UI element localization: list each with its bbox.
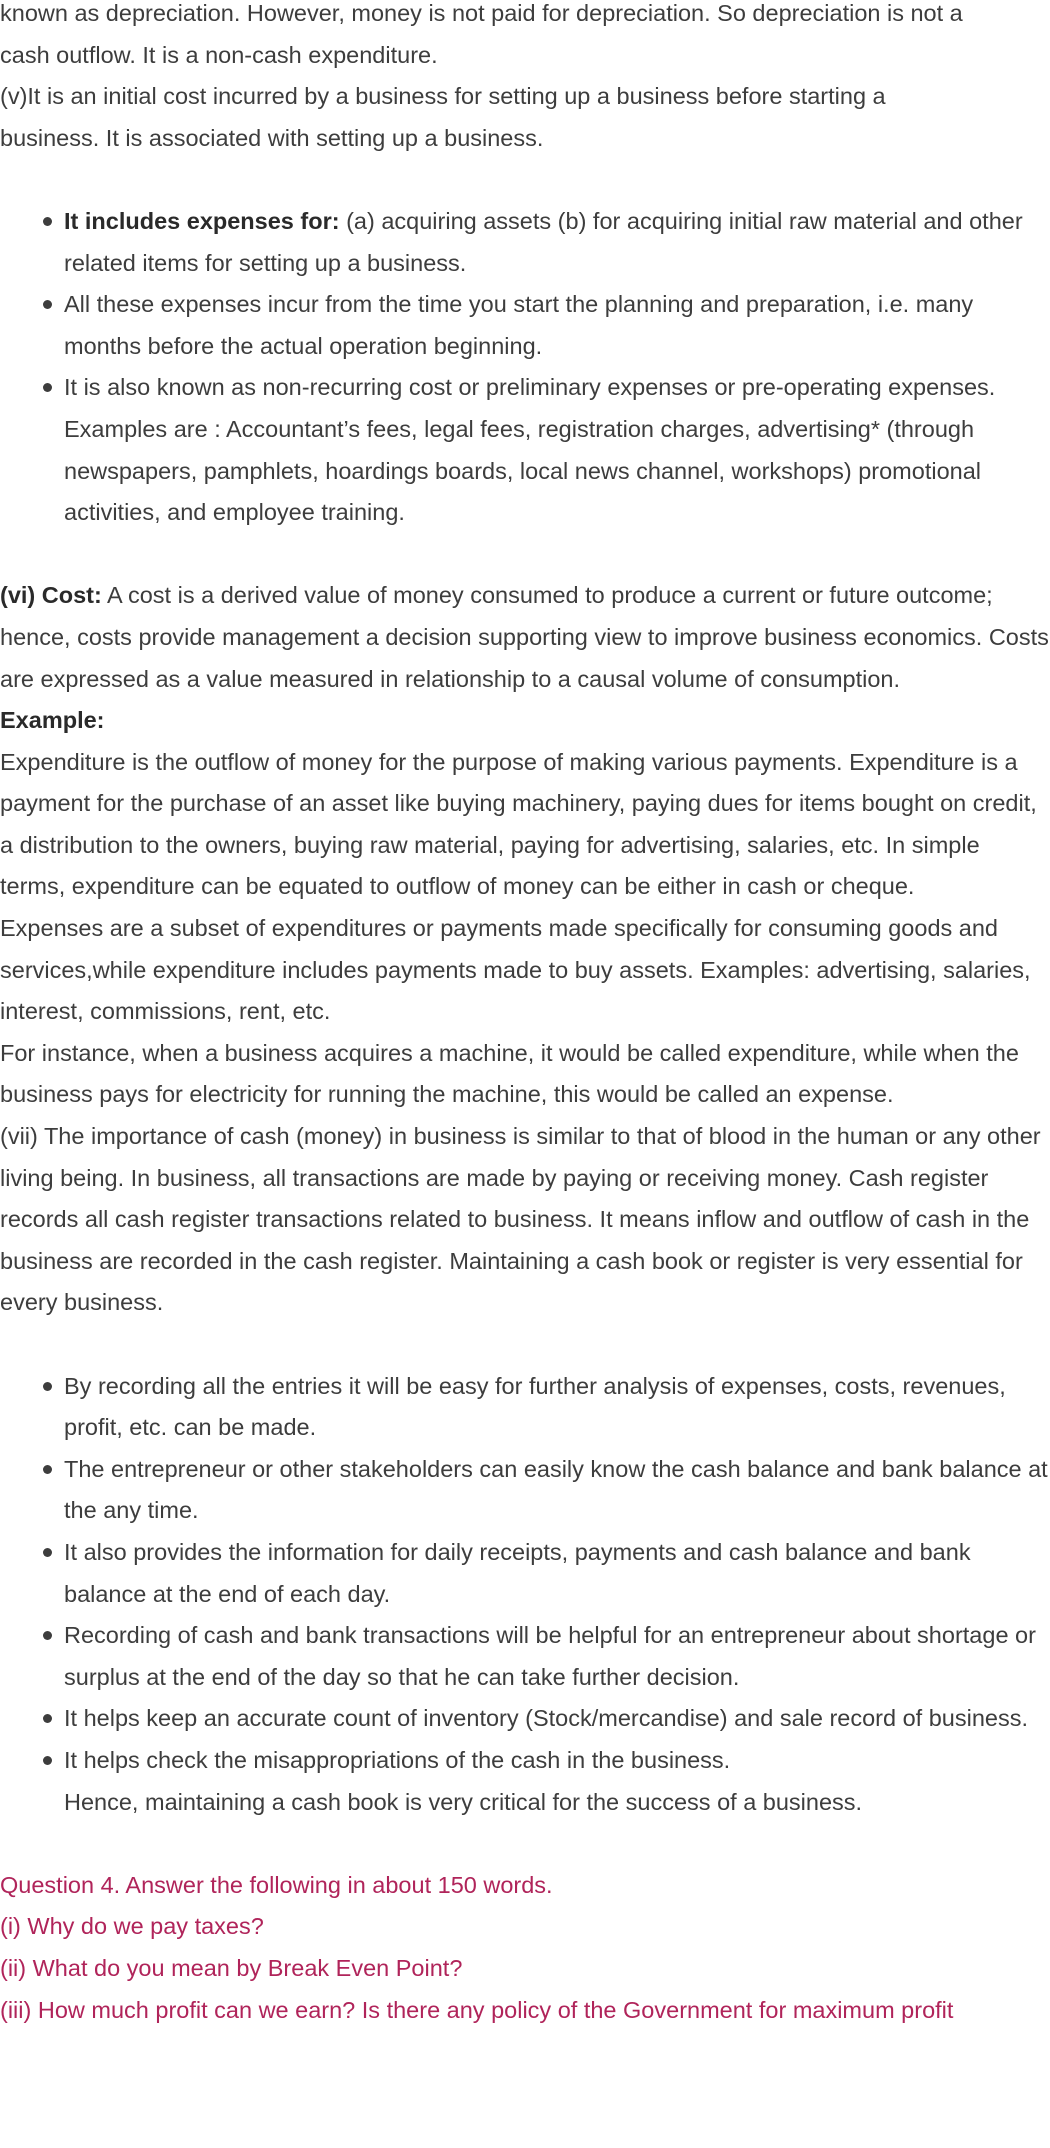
- question-part-2: (ii) What do you mean by Break Even Point?: [0, 1954, 463, 1981]
- question-part-1: (i) Why do we pay taxes?: [0, 1913, 264, 1940]
- list-item-text: (a) acquiring assets (b) for acquiring initial raw material and other related items for setting up a business.: [64, 207, 1023, 276]
- spacer: [0, 534, 1050, 576]
- list-item-text: By recording all the entries it will be easy for further analysis of expenses, costs, revenues, profit, etc. can be made.: [64, 1372, 1006, 1441]
- list-item: [64, 1366, 1050, 1449]
- question-part-3: (iii) How much profit can we earn? Is there any policy of the Government for maximum profit: [0, 1996, 954, 2023]
- expenditure-paragraph: Expenditure is the outflow of money for the purpose of making various payments. Expenditure is a payment for the purchase of an asset like buying machinery, paying dues for items bought on credit, a distribution to the owners, buying raw material, paying for advertising, salaries, etc. In simple terms, expenditure can be equated to outflow of money can be either in cash or cheque.: [0, 748, 1037, 900]
- spacer: [0, 1823, 1050, 1865]
- intro-text-line-3: (v)It is an initial cost incurred by a business for setting up a business before starting a: [0, 83, 886, 110]
- list-item: [64, 201, 1050, 284]
- example-heading: Example:: [0, 707, 105, 734]
- spacer: [0, 159, 1050, 201]
- cost-paragraph: [0, 575, 1050, 700]
- list-item-text: It is also known as non-recurring cost or preliminary expenses or pre-operating expenses. Examples are : Accountant’s fees, legal fees, registration charges, advertising* (through newspapers, pamphlets, hoardings boards, local news channel, workshops) promotional activities, and employee training.: [64, 374, 996, 526]
- cash-importance-paragraph: (vii) The importance of cash (money) in business is similar to that of blood in the human or any other living being. In business, all transactions are made by paying or receiving money. Cash register records all cash register transactions related to business. It means inflow and outflow of cash in the business are recorded in the cash register. Maintaining a cash book or register is very essential for every business.: [0, 1123, 1041, 1316]
- list-item-text: It also provides the information for daily receipts, payments and cash balance and bank balance at the end of each day.: [64, 1538, 971, 1607]
- startup-expenses-list: [0, 201, 1050, 534]
- list-item-bold-label: It includes expenses for:: [64, 207, 340, 234]
- list-item-text: It helps keep an accurate count of inventory (Stock/mercandise) and sale record of business.: [64, 1705, 1029, 1732]
- list-item: [64, 1449, 1050, 1532]
- list-item-text: The entrepreneur or other stakeholders can easily know the cash balance and bank balance at the any time.: [64, 1455, 1048, 1524]
- list-item-text: Recording of cash and bank transactions will be helpful for an entrepreneur about shortage or surplus at the end of the day so that he can take further decision.: [64, 1622, 1036, 1690]
- list-item-text: It helps check the misappropriations of the cash in the business.: [64, 1746, 731, 1773]
- list-item: [64, 1532, 1050, 1615]
- list-item: [64, 367, 1050, 533]
- question-title: Question 4. Answer the following in about 150 words.: [0, 1871, 553, 1898]
- spacer: [0, 1324, 1050, 1366]
- list-item-text: All these expenses incur from the time you start the planning and preparation, i.e. many months before the actual operation beginning.: [64, 291, 974, 359]
- cost-text: A cost is a derived value of money consumed to produce a current or future outcome; hence, costs provide management a decision supporting view to improve business economics. Costs are expressed as a value measured in relationship to a causal volume of consumption.: [0, 582, 1049, 692]
- cash-book-benefits-list: [0, 1366, 1050, 1824]
- intro-text-line-1: known as depreciation. However, money is not paid for depreciation. So depreciation is not a: [0, 0, 963, 26]
- intro-text-line-2: cash outflow. It is a non-cash expenditure.: [0, 41, 438, 68]
- list-item: [64, 284, 1050, 367]
- instance-paragraph: For instance, when a business acquires a machine, it would be called expenditure, while when the business pays for electricity for running the machine, this would be called an expense.: [0, 1039, 1019, 1108]
- list-item: [64, 1615, 1050, 1698]
- list-conclusion-text: Hence, maintaining a cash book is very critical for the success of a business.: [64, 1788, 863, 1815]
- list-item: [64, 1698, 1050, 1740]
- expenses-paragraph: Expenses are a subset of expenditures or payments made specifically for consuming goods and services,while expenditure includes payments made to buy assets. Examples: advertising, salaries, interest, commissions, rent, etc.: [0, 915, 1031, 1025]
- intro-text-line-4: business. It is associated with setting up a business.: [0, 124, 544, 151]
- cost-label: (vi) Cost:: [0, 582, 102, 609]
- list-item: [64, 1740, 1050, 1823]
